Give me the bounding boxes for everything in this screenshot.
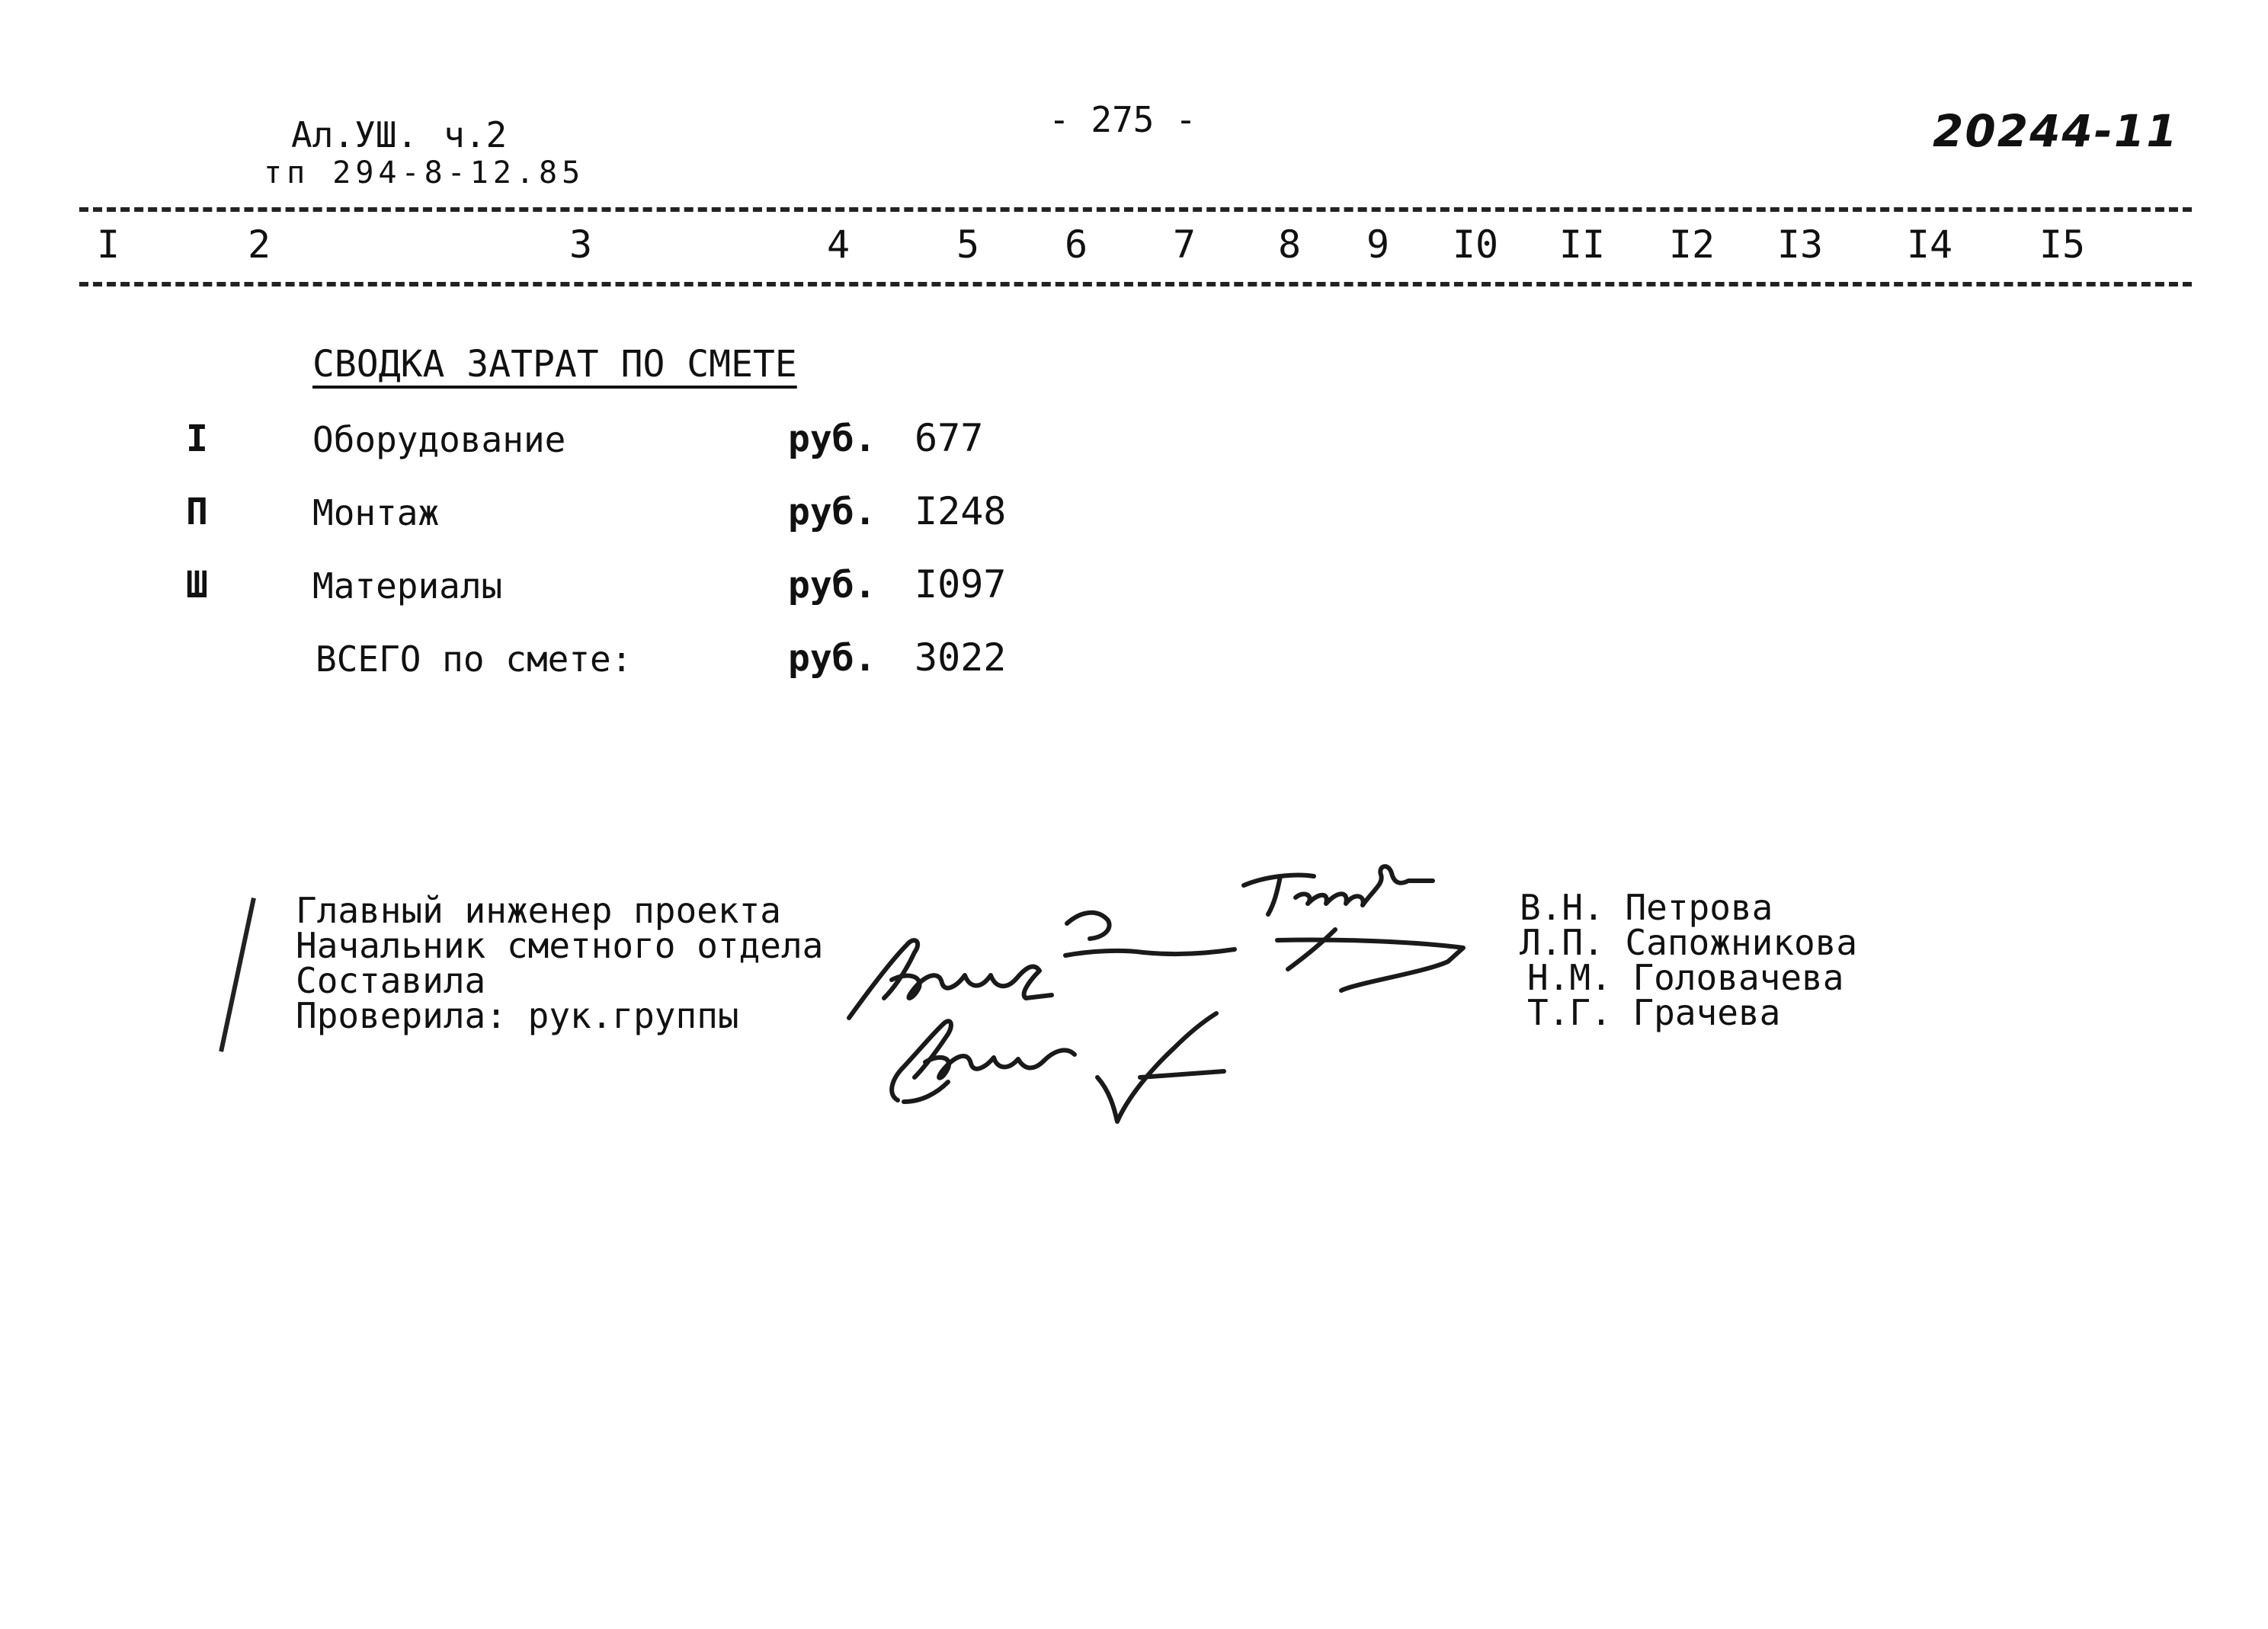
- column-number: 5: [956, 222, 980, 267]
- signatory-name: В.Н. Петрова: [1520, 887, 1773, 928]
- project-code: тп 294-8-12.85: [264, 155, 585, 190]
- row-name: Оборудование: [312, 419, 566, 460]
- total-label: ВСЕГО по смете:: [316, 638, 633, 680]
- total-unit: руб.: [788, 637, 876, 680]
- table-top-rule: [79, 207, 2192, 212]
- row-name: Материалы: [312, 565, 503, 606]
- signature-middle: [849, 913, 1235, 1018]
- series-label: [291, 114, 507, 155]
- column-number: 7: [1172, 222, 1196, 267]
- signature-top: [1244, 866, 1433, 914]
- column-number: 2: [247, 222, 271, 267]
- part-label: ч.2: [444, 114, 508, 155]
- signatory-role: Начальник сметного отдела: [296, 925, 824, 966]
- row-unit: руб.: [788, 418, 876, 460]
- signatory-role: Составила: [296, 960, 486, 1001]
- column-number: I3: [1776, 222, 1824, 267]
- row-amount: 677: [915, 416, 984, 460]
- total-amount: 3022: [915, 635, 1007, 680]
- column-number: 4: [826, 222, 850, 267]
- column-number: I0: [1452, 222, 1499, 267]
- row-amount: I097: [915, 562, 1007, 606]
- row-number: П: [186, 491, 208, 533]
- page-number: - 275 -: [1049, 99, 1196, 140]
- signatory-role: Проверила: рук.группы: [296, 995, 739, 1036]
- series-code: Ал.УШ.: [291, 114, 418, 155]
- column-number: II: [1558, 222, 1606, 267]
- signatory-role: Главный инженер проекта: [296, 890, 781, 931]
- column-number: 9: [1366, 222, 1390, 267]
- row-number: I: [186, 418, 208, 460]
- margin-slash-mark: [219, 898, 256, 1052]
- summary-title: СВОДКА ЗАТРАТ ПО СМЕТЕ: [312, 343, 797, 386]
- row-unit: руб.: [788, 491, 876, 533]
- column-number: 6: [1064, 222, 1088, 267]
- signatory-name: Т.Г. Грачева: [1527, 992, 1781, 1033]
- document-number: 20244-11: [1933, 105, 2179, 157]
- column-number: I2: [1668, 222, 1715, 267]
- signature-bottom: [892, 1013, 1224, 1122]
- signature-long-stroke: [1277, 930, 1463, 991]
- row-amount: I248: [915, 489, 1007, 533]
- signatory-name: Л.П. Сапожникова: [1520, 922, 1858, 963]
- column-number: 8: [1277, 222, 1302, 267]
- column-number: I4: [1906, 222, 1953, 267]
- signatory-name: Н.М. Головачева: [1527, 957, 1844, 998]
- column-number: 3: [569, 222, 593, 267]
- table-bottom-rule: [79, 282, 2192, 286]
- column-number: I: [96, 222, 120, 267]
- row-number: Ш: [186, 564, 208, 606]
- row-name: Монтаж: [312, 492, 440, 533]
- column-number: I5: [2039, 222, 2086, 267]
- row-unit: руб.: [788, 564, 876, 606]
